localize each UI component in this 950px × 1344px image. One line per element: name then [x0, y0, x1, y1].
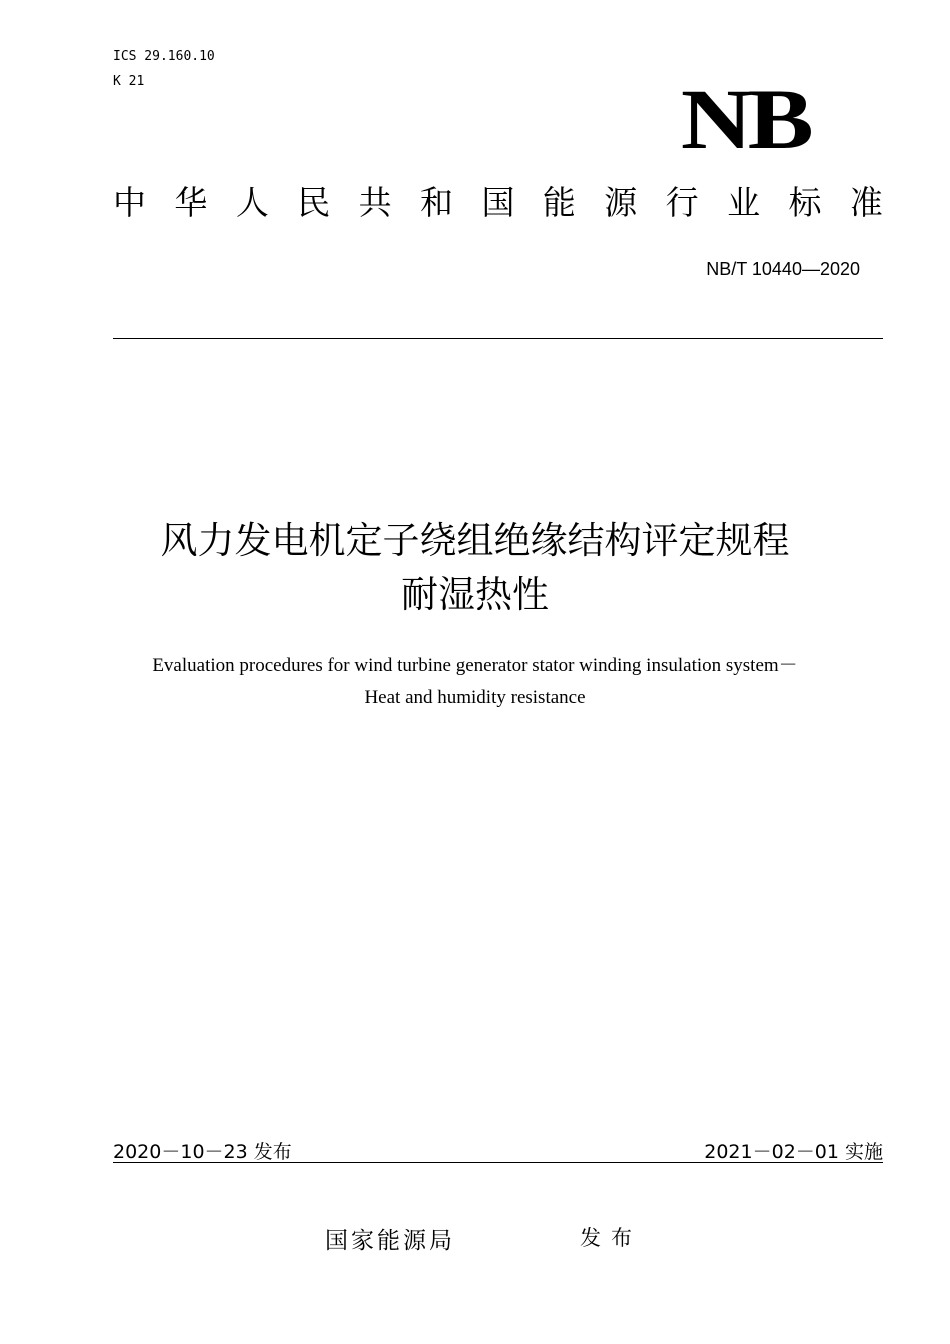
standard-title-char: 国: [481, 183, 515, 222]
english-title-line2: Heat and humidity resistance: [364, 687, 586, 708]
standard-title-char: 源: [604, 183, 638, 222]
chinese-title-line2: 耐湿热性: [401, 573, 549, 616]
publisher-name: 国家能源局: [325, 1228, 455, 1254]
publish-date: 2020－10－23 发布: [113, 1141, 292, 1163]
standard-title-char: 行: [665, 183, 699, 222]
standard-title-char: 人: [235, 183, 269, 222]
standard-title-char: 和: [420, 183, 454, 222]
implementation-date: 2021－02－01 实施: [704, 1141, 883, 1163]
chinese-title-line1: 风力发电机定子绕组绝缘结构评定规程: [160, 519, 790, 562]
english-title-line1: Evaluation procedures for wind turbine generator stator winding insulation system－: [152, 655, 798, 676]
footer-divider: [113, 1162, 883, 1163]
chinese-title: [0, 514, 950, 622]
header-divider: [113, 338, 883, 339]
classification-code: K 21: [113, 74, 145, 89]
standard-title-char: 华: [174, 183, 208, 222]
standard-category-title: [113, 183, 883, 222]
standard-title-char: 准: [849, 183, 883, 222]
standard-number: NB/T 10440—2020: [706, 259, 860, 279]
ics-code: ICS 29.160.10: [113, 49, 215, 64]
nb-logo: NB: [680, 71, 810, 167]
publish-label: 发布: [580, 1226, 642, 1250]
standard-title-char: 中: [113, 183, 146, 222]
standard-title-char: 标: [788, 183, 822, 222]
standard-title-char: 业: [727, 183, 761, 222]
standard-title-char: 共: [358, 183, 392, 222]
english-title: [0, 650, 950, 714]
standard-title-char: 民: [297, 183, 331, 222]
standard-title-char: 能: [542, 183, 576, 222]
